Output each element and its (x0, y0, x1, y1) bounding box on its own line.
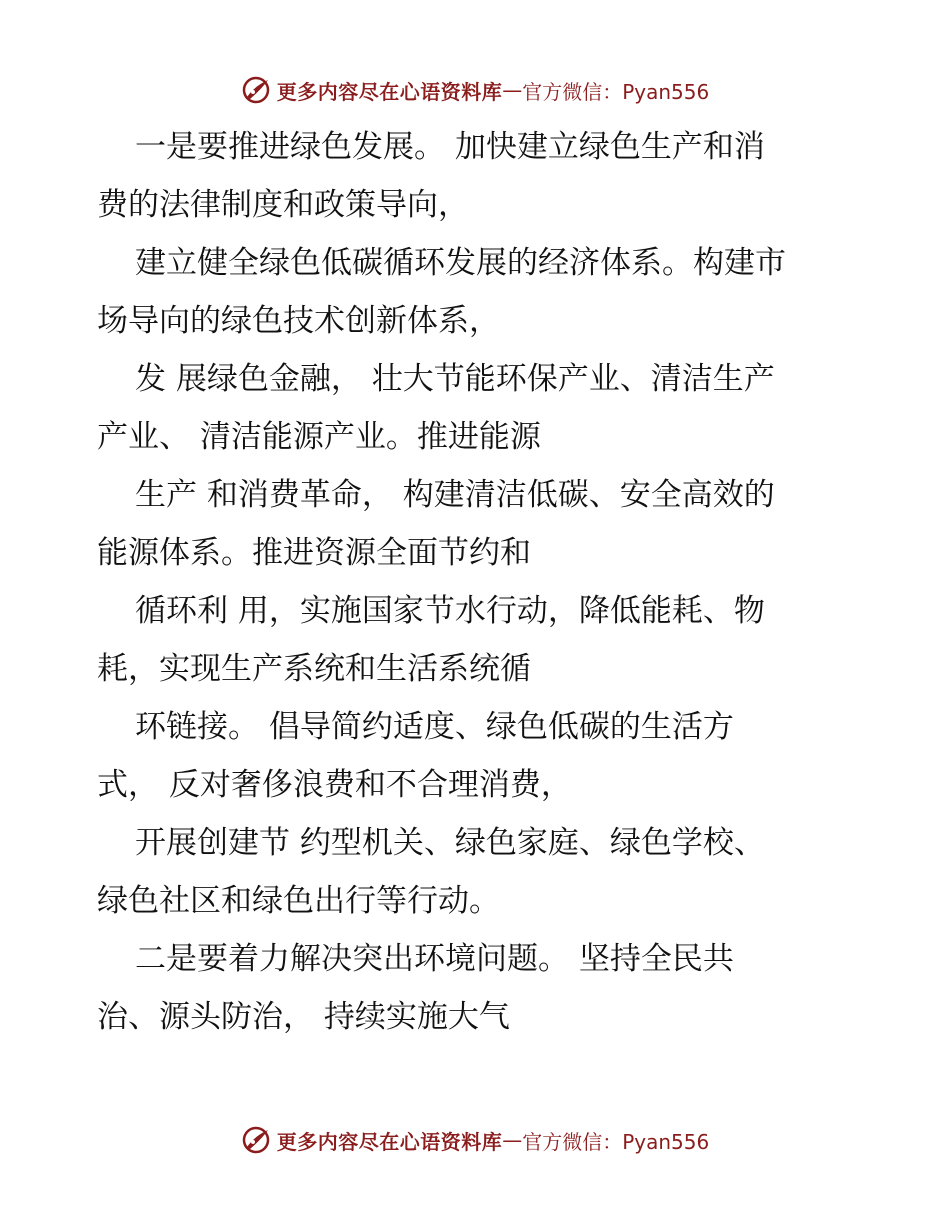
body-line: 治、源头防治， 持续实施大气 (97, 999, 510, 1035)
body-line: 能源体系。推进资源全面节约和 (97, 535, 531, 571)
body-line: 场导向的绿色技术创新体系， (97, 303, 500, 339)
body-line: 发 展绿色金融， 壮大节能环保产业、清洁生产 (135, 361, 775, 397)
footer-banner (0, 1120, 950, 1160)
body-line: 建立健全绿色低碳循环发展的经济体系。构建市 (135, 245, 786, 281)
body-line: 开展创建节 约型机关、绿色家庭、绿色学校、 (135, 825, 765, 861)
quill-logo-icon (241, 75, 271, 105)
body-line: 循环利 用，实施国家节水行动，降低能耗、物 (135, 593, 765, 629)
footer-banner-contact: 官方微信：Pyan556 (522, 1129, 710, 1154)
quill-logo-icon (241, 1125, 271, 1155)
body-line: 一是要推进绿色发展。 加快建立绿色生产和消 (135, 129, 765, 165)
header-banner-contact: 官方微信：Pyan556 (522, 79, 710, 104)
document-body (97, 118, 857, 1046)
body-line: 产业、 清洁能源产业。推进能源 (97, 419, 541, 455)
body-line: 式， 反对奢侈浪费和不合理消费， (97, 767, 572, 803)
footer-banner-text: 更多内容尽在心语资料库 (276, 1129, 503, 1154)
body-line: 生产 和消费革命， 构建清洁低碳、安全高效的 (135, 477, 775, 513)
body-line: 耗，实现生产系统和生活系统循 (97, 651, 531, 687)
footer-banner-separator: — (502, 1128, 523, 1152)
body-line: 环链接。 倡导简约适度、绿色低碳的生活方 (135, 709, 734, 745)
body-line: 绿色社区和绿色出行等行动。 (97, 883, 500, 919)
body-line: 费的法律制度和政策导向， (97, 187, 469, 223)
body-line: 二是要着力解决突出环境问题。 坚持全民共 (135, 941, 734, 977)
header-banner-text: 更多内容尽在心语资料库 (276, 79, 503, 104)
header-banner (0, 70, 950, 110)
header-banner-separator: — (502, 78, 523, 102)
